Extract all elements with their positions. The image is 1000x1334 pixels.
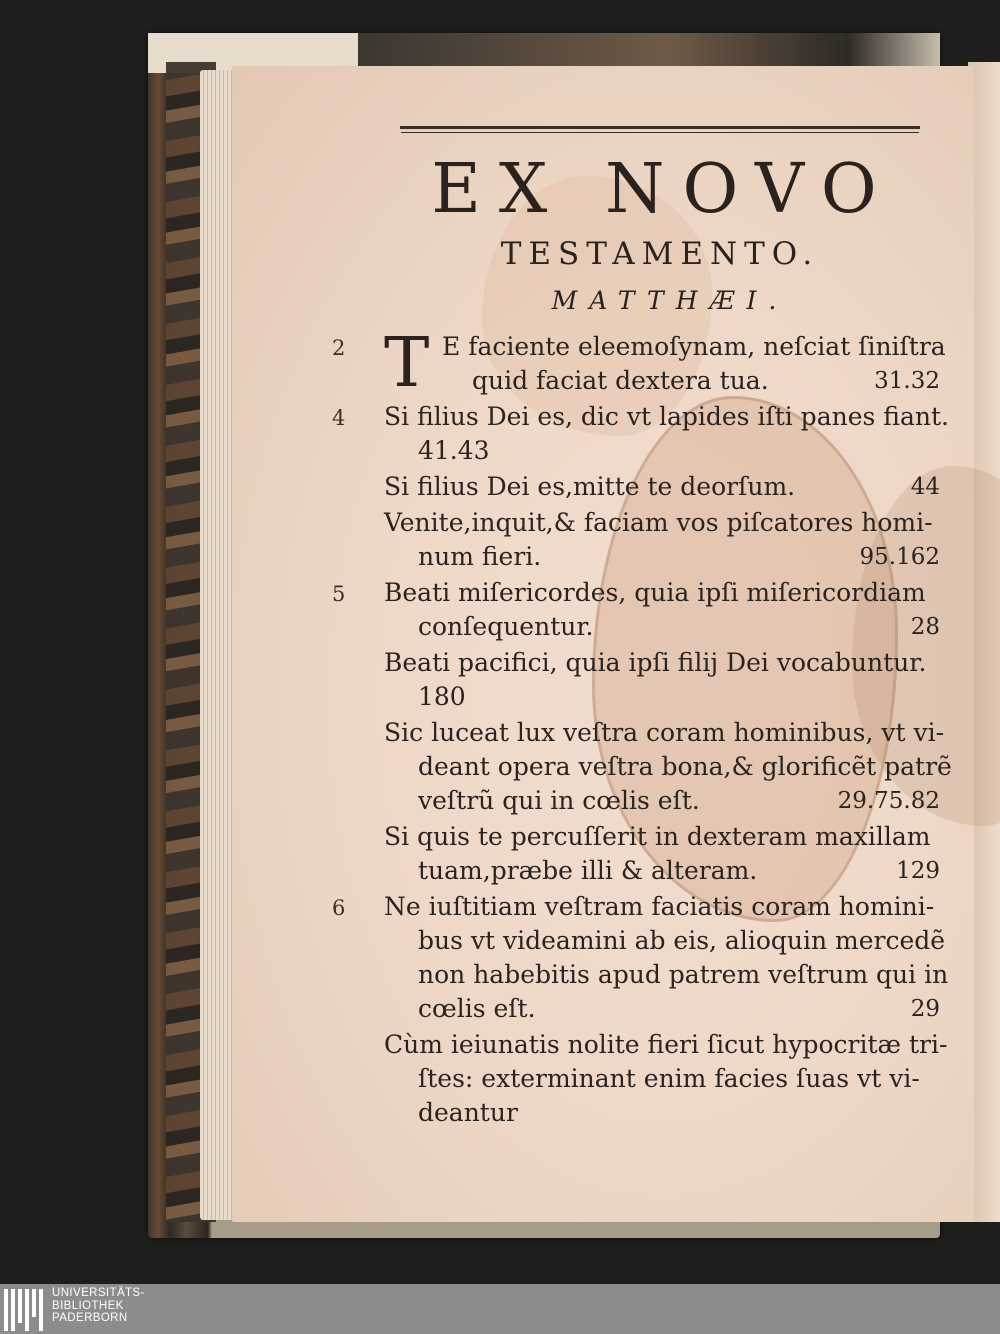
- verse-line: [332, 610, 940, 644]
- page-reference: 129: [896, 858, 940, 884]
- verse-list: [332, 324, 952, 1132]
- verse-entry: [332, 506, 940, 574]
- verse-text: deant opera veſtra bona,& glorificẽt patrẽ: [418, 752, 952, 781]
- book-heading: MATTHÆI.: [551, 286, 789, 315]
- chapter-number: 6: [332, 896, 346, 920]
- verse-text: num fieri.: [418, 542, 542, 571]
- logo-line: PADERBORN: [52, 1312, 128, 1324]
- verse-text: tuam,præbe illi & alteram.: [418, 856, 758, 885]
- chapter-number: 2: [332, 336, 346, 360]
- verse-line: [332, 434, 940, 468]
- verse-entry: [332, 400, 949, 468]
- chapter-number: 4: [332, 406, 346, 430]
- verse-line: [332, 716, 945, 750]
- verse-line: [332, 958, 949, 992]
- verse-text: conſequentur.: [418, 612, 594, 641]
- page-reference: 29: [910, 996, 940, 1022]
- verse-entry: [332, 646, 940, 714]
- page-reference: 95.162: [859, 544, 940, 570]
- verse-text: deantur: [418, 1098, 518, 1127]
- logo-line: BIBLIOTHEK: [52, 1299, 124, 1312]
- verse-line: [332, 784, 940, 818]
- verse-text: Si quis te percuſſerit in dexteram maxillam: [384, 822, 931, 851]
- verse-line: [332, 680, 940, 714]
- verse-text: Beati miſericordes, quia ipſi miſericordiam: [384, 578, 926, 607]
- verse-text: Sic luceat lux veſtra coram hominibus, vt vi-: [384, 718, 945, 747]
- verse-text: Beati pacifici, quia ipſi filij Dei vocabuntur.: [384, 648, 927, 677]
- page-reference: 28: [910, 614, 940, 640]
- page-title: EX NOVO: [431, 150, 895, 229]
- verse-entry: [332, 716, 952, 818]
- verse-line: [332, 540, 940, 574]
- verse-text: non habebitis apud patrem veſtrum qui in: [418, 960, 949, 989]
- verse-entry: [332, 1028, 948, 1130]
- verse-text: 41.43: [418, 436, 490, 465]
- verse-entry: [332, 324, 946, 403]
- page-reference: 44: [910, 474, 940, 500]
- verse-text: ſtes: exterminant enim facies ſuas vt vi-: [418, 1064, 920, 1093]
- page-reference: 31.32: [874, 368, 940, 394]
- verse-line: [332, 506, 940, 540]
- verse-text: Si filius Dei es,mitte te deorſum.: [384, 472, 796, 501]
- library-logo-text: [52, 1287, 145, 1325]
- verse-text: Si filius Dei es, dic vt lapides iſti panes fiant.: [384, 402, 949, 431]
- verse-text: Cùm ieiunatis nolite fieri ſicut hypocritæ tri-: [384, 1030, 948, 1059]
- verse-line: [332, 646, 940, 680]
- verse-line: [332, 924, 946, 958]
- page-subtitle: TESTAMENTO.: [500, 236, 820, 272]
- chapter-number: 5: [332, 582, 346, 606]
- verse-text: Venite,inquit,& faciam vos piſcatores homi-: [384, 508, 933, 537]
- page-reference: 29.75.82: [837, 788, 940, 814]
- drop-capital: T: [384, 324, 430, 403]
- verse-line: [332, 400, 949, 434]
- verse-text: veſtrũ qui in cœlis eſt.: [418, 786, 700, 815]
- verse-text: bus vt videamini ab eis, alioquin mercedẽ: [418, 926, 946, 955]
- verse-entry: [332, 576, 940, 644]
- verse-line: [332, 364, 940, 398]
- library-logo-icon: [4, 1289, 46, 1331]
- verse-line: [332, 750, 952, 784]
- verse-line: [332, 470, 940, 504]
- header-rule: [400, 126, 920, 129]
- verse-line: [332, 890, 940, 924]
- verse-line: [332, 1096, 940, 1130]
- logo-line: UNIVERSITÄTS-: [52, 1287, 145, 1299]
- verse-entry: [332, 470, 940, 504]
- verse-line: [332, 820, 940, 854]
- verse-entry: [332, 890, 949, 1026]
- verse-text: E faciente eleemoſynam, neſciat ſiniſtra: [442, 332, 946, 361]
- verse-line: [332, 992, 940, 1026]
- footer-bar: [0, 1284, 1000, 1334]
- verse-text: Ne iuſtitiam veſtram faciatis coram homini-: [384, 892, 935, 921]
- verse-line: [332, 854, 940, 888]
- verse-line: [332, 330, 946, 364]
- verse-entry: [332, 820, 940, 888]
- verse-text: 180: [418, 682, 466, 711]
- verse-text: quid faciat dextera tua.: [472, 366, 769, 395]
- verse-line: [332, 576, 940, 610]
- verse-line: [332, 1028, 948, 1062]
- verse-line: [332, 1062, 940, 1096]
- verse-text: cœlis eſt.: [418, 994, 536, 1023]
